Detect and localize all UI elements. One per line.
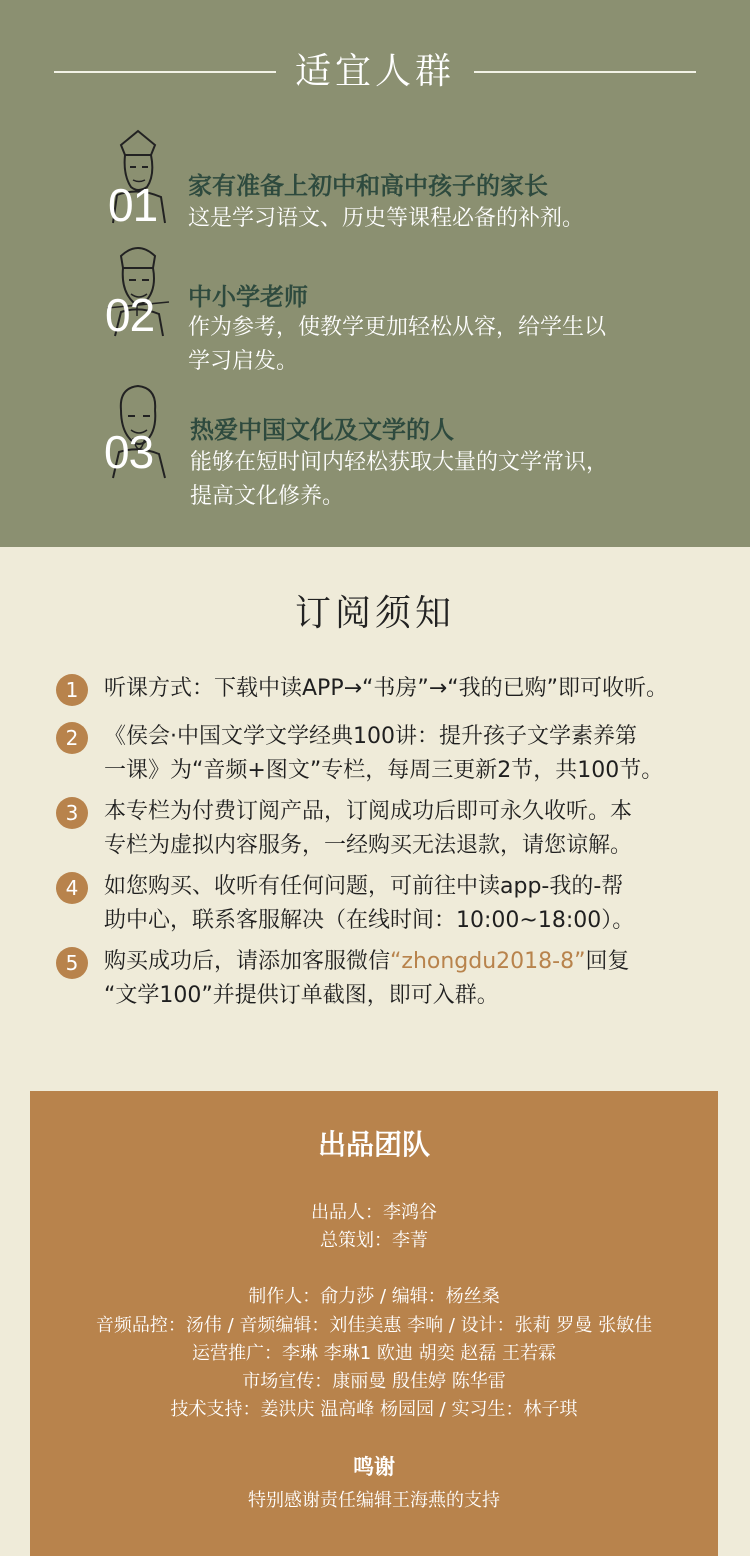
audience-number: 02 bbox=[105, 289, 155, 341]
audience-title-row bbox=[0, 40, 750, 104]
description-line: 作为参考，使教学更加轻松从容，给学生以 bbox=[188, 315, 607, 340]
audience-number: 01 bbox=[108, 179, 158, 231]
team-line: 制作人：俞力莎 / 编辑：杨丝桑 bbox=[248, 1286, 500, 1307]
audience-description bbox=[190, 446, 710, 514]
audience-description bbox=[188, 311, 708, 379]
note-number-badge: 1 bbox=[56, 674, 88, 706]
note-line: 《侯会·中国文学文学经典100讲：提升孩子文学素养第 bbox=[104, 724, 637, 749]
acknowledgement-text: 特别感谢责任编辑王海燕的支持 bbox=[248, 1490, 500, 1511]
note-text bbox=[104, 945, 704, 1013]
audience-number: 03 bbox=[104, 426, 154, 478]
divider-right bbox=[474, 71, 696, 73]
audience-section bbox=[0, 0, 750, 547]
note-number-badge: 4 bbox=[56, 872, 88, 904]
description-line: 提高文化修养。 bbox=[190, 484, 345, 509]
divider-left bbox=[54, 71, 276, 73]
note-text bbox=[104, 870, 704, 938]
team-line: 总策划：李菁 bbox=[320, 1230, 428, 1251]
notes-title: 订阅须知 bbox=[294, 593, 455, 634]
description-line: 这是学习语文、历史等课程必备的补剂。 bbox=[188, 206, 585, 231]
team-line: 市场宣传：康丽曼 殷佳婷 陈华雷 bbox=[242, 1371, 506, 1392]
audience-heading: 热爱中国文化及文学的人 bbox=[190, 416, 454, 444]
team-section bbox=[30, 1091, 718, 1556]
note-number-badge: 5 bbox=[56, 947, 88, 979]
description-line: 学习启发。 bbox=[188, 349, 299, 374]
acknowledgement-title: 鸣谢 bbox=[353, 1455, 395, 1479]
audience-description bbox=[188, 202, 708, 236]
note-line-part: 购买成功后，请添加客服微信 bbox=[104, 949, 391, 974]
team-title: 出品团队 bbox=[317, 1128, 430, 1161]
audience-heading: 中小学老师 bbox=[188, 283, 308, 311]
team-line: 运营推广：李琳 李琳1 欧迪 胡奕 赵磊 王若霖 bbox=[191, 1343, 557, 1364]
note-number-badge: 3 bbox=[56, 797, 88, 829]
note-line: 专栏为虚拟内容服务，一经购买无法退款，请您谅解。 bbox=[104, 833, 633, 858]
note-line: 如您购买、收听有任何问题，可前往中读app-我的-帮 bbox=[104, 874, 624, 899]
audience-heading: 家有准备上初中和高中孩子的家长 bbox=[188, 172, 548, 200]
team-line: 音频品控：汤伟 / 音频编辑：刘佳美惠 李响 / 设计：张莉 罗曼 张敏佳 bbox=[95, 1315, 653, 1336]
note-line-part: 回复 bbox=[585, 949, 630, 974]
note-text bbox=[104, 672, 704, 706]
note-number-badge: 2 bbox=[56, 722, 88, 754]
wechat-id: “zhongdu2018-8” bbox=[390, 949, 586, 974]
team-line: 出品人：李鸿谷 bbox=[311, 1202, 437, 1223]
description-line: 能够在短时间内轻松获取大量的文学常识， bbox=[190, 450, 609, 475]
note-line: “文学100”并提供订单截图，即可入群。 bbox=[104, 983, 499, 1008]
team-line: 技术支持：姜洪庆 温高峰 杨园园 / 实习生：林子琪 bbox=[170, 1399, 578, 1420]
audience-title: 适宜人群 bbox=[294, 51, 455, 92]
note-line: 听课方式：下载中读APP→“书房”→“我的已购”即可收听。 bbox=[104, 676, 669, 701]
note-text bbox=[104, 795, 704, 863]
note-line: 助中心，联系客服解决（在线时间：10:00~18:00）。 bbox=[104, 908, 635, 933]
note-line: 一课》为“音频+图文”专栏，每周三更新2节，共100节。 bbox=[104, 758, 664, 783]
note-text bbox=[104, 720, 704, 788]
note-line: 本专栏为付费订阅产品，订阅成功后即可永久收听。本 bbox=[104, 799, 633, 824]
note-line bbox=[104, 945, 704, 979]
